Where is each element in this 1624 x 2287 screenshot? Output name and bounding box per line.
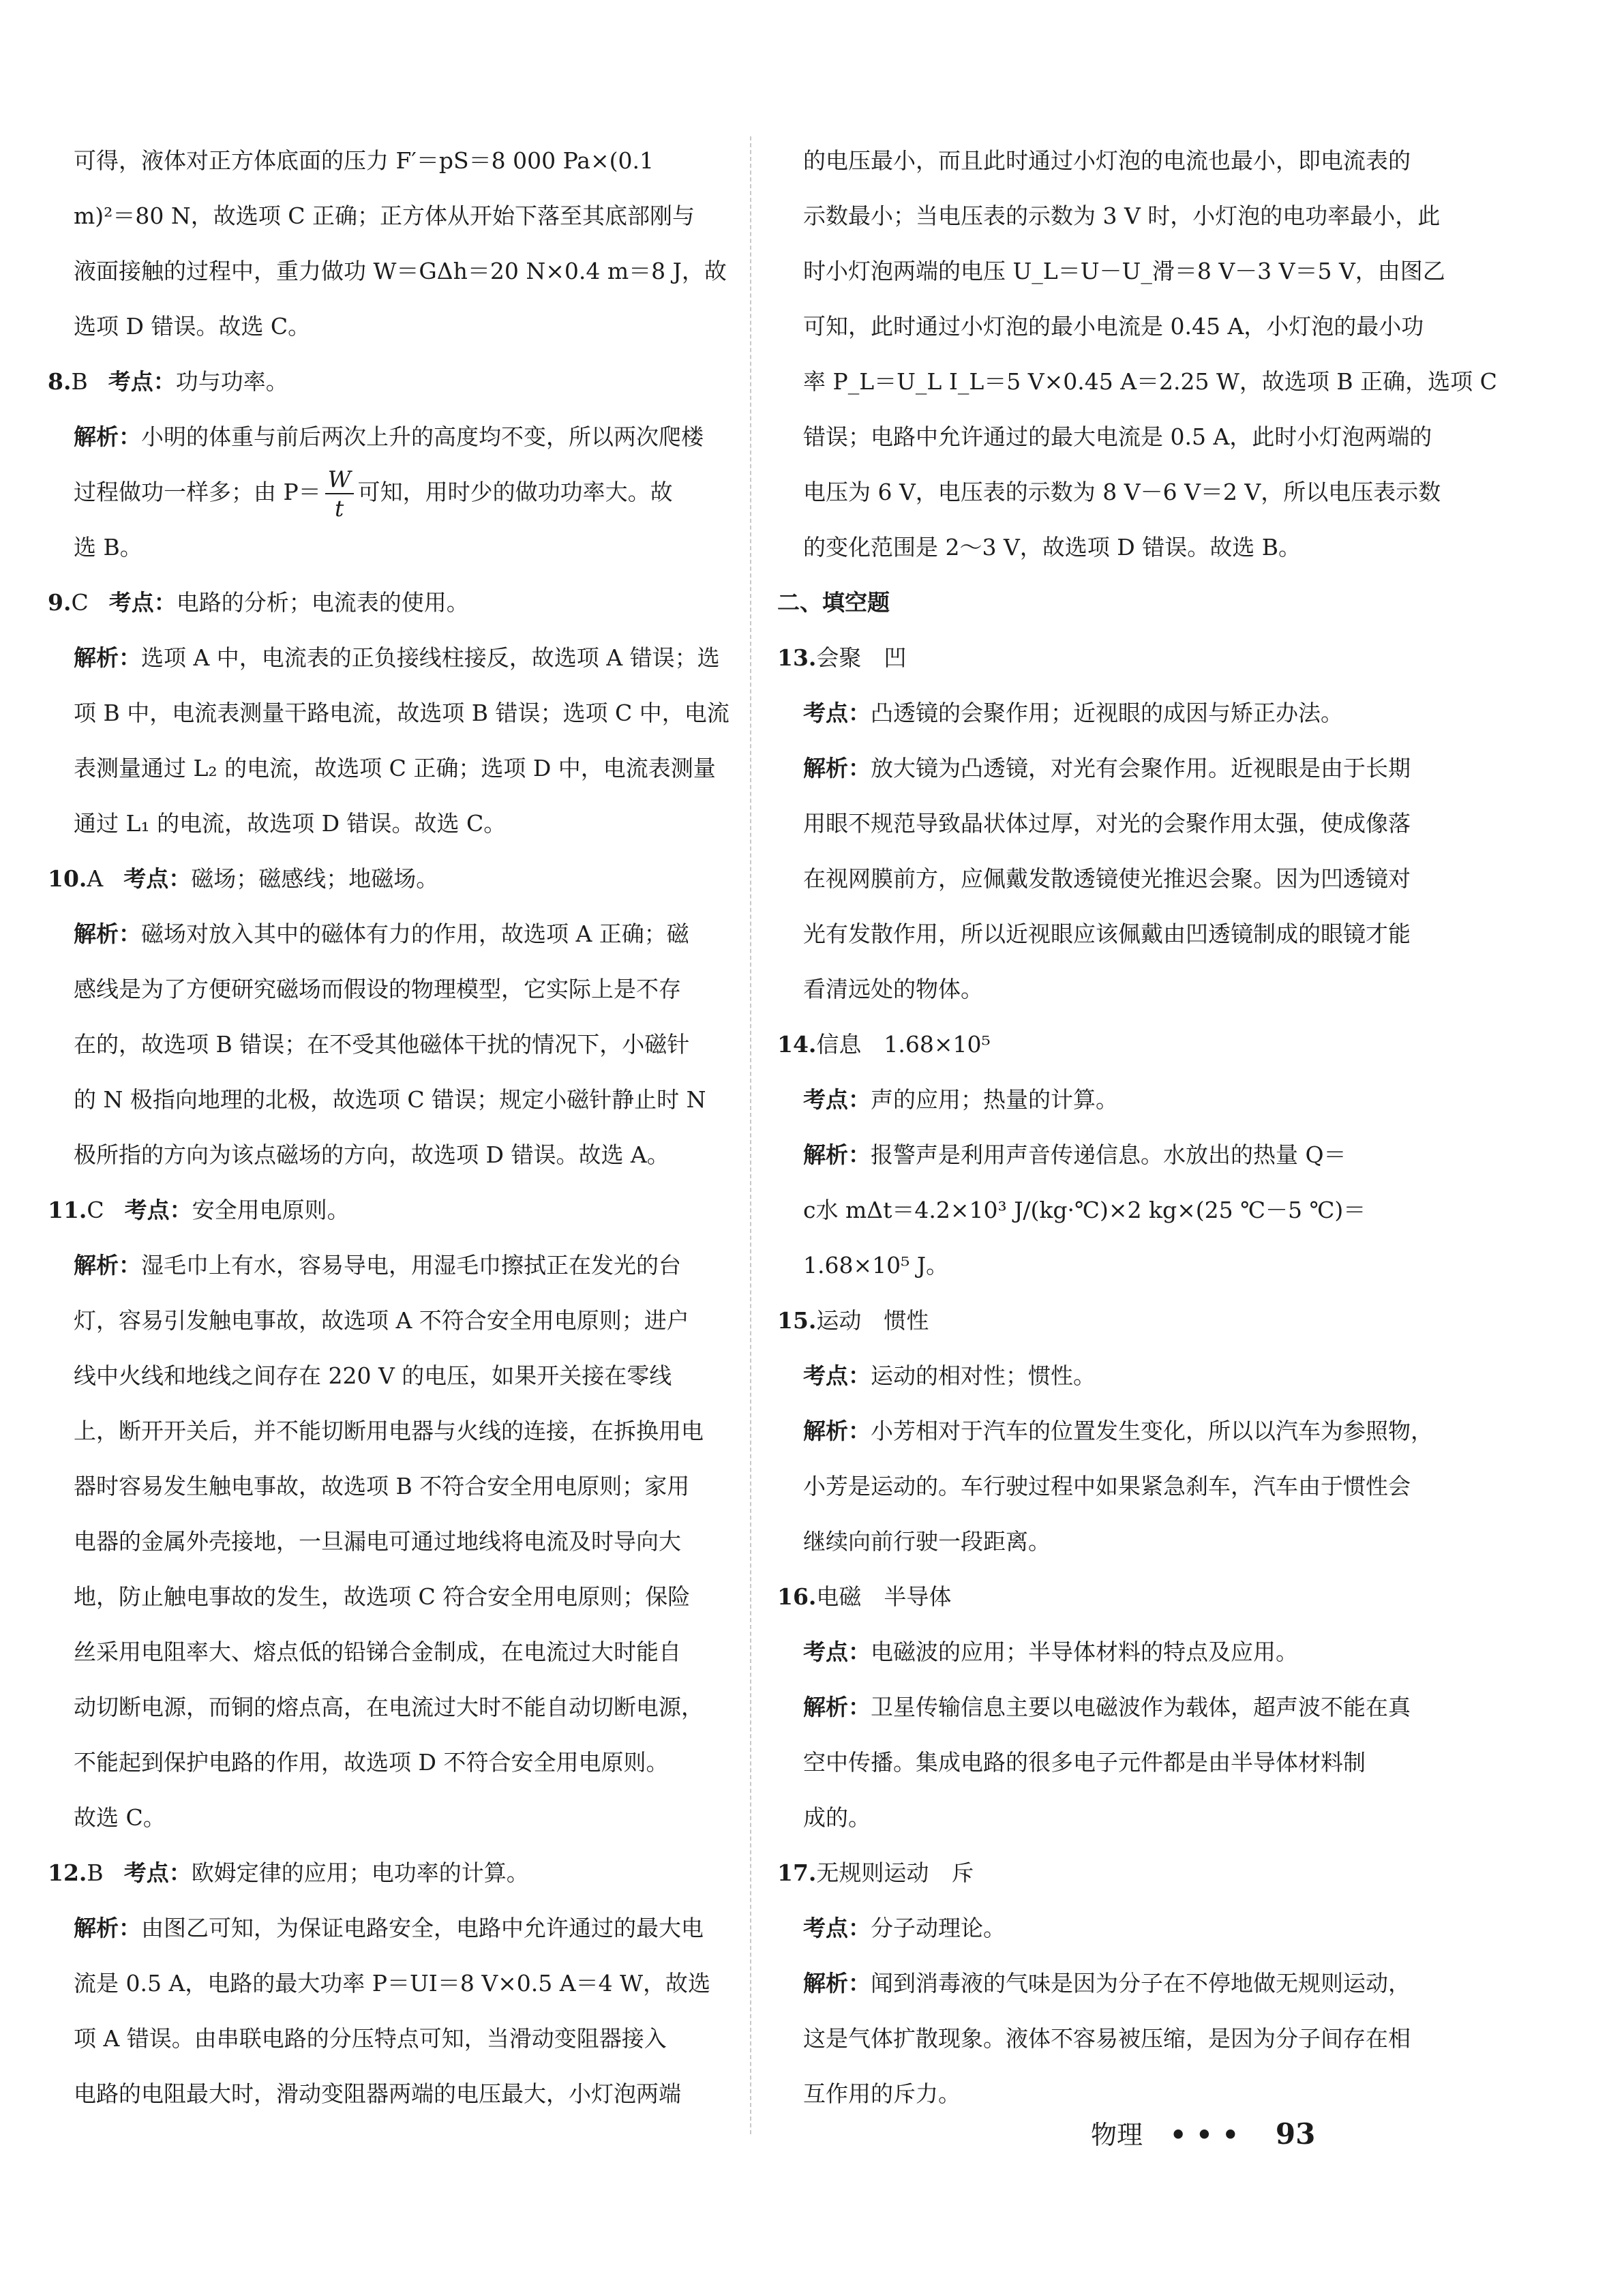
q15-kp-label: 考点： (803, 1362, 871, 1389)
footer-dots: ••• (1170, 2119, 1248, 2150)
q10-header (48, 851, 733, 906)
q11-kp: 安全用电原则。 (192, 1197, 350, 1223)
q13-header (777, 630, 1479, 685)
q17-kp-label: 考点： (803, 1915, 871, 1941)
q12-answer: B (87, 1859, 104, 1886)
column-divider (750, 136, 751, 2134)
q15-an-label: 解析： (803, 1418, 871, 1444)
q11-number: 11. (48, 1197, 87, 1223)
q11-kp-label: 考点： (124, 1197, 192, 1223)
q13-an-label: 解析： (803, 755, 871, 781)
q10-an-line: 感线是为了方便研究磁场而假设的物理模型，它实际上是不存 (74, 976, 681, 1002)
q17-answer: 无规则运动 斥 (816, 1859, 974, 1886)
q9-answer: C (71, 589, 89, 616)
right-column (777, 133, 1497, 2121)
q10-an-line: 极所指的方向为该点磁场的方向，故选项 D 错误。故选 A。 (74, 1141, 670, 1168)
q16-an-line: 卫星传输信息主要以电磁波作为载体，超声波不能在真 (871, 1694, 1411, 1720)
q7-line: 选项 D 错误。故选 C。 (74, 313, 311, 340)
q11-an-line: 地，防止触电事故的发生，故选项 C 符合安全用电原则；保险 (74, 1583, 691, 1610)
q16-header (777, 1569, 1479, 1624)
q8-header (48, 354, 733, 409)
power-fraction (325, 468, 354, 520)
q10-kp: 磁场；磁感线；地磁场。 (191, 865, 439, 892)
q8-number: 8. (48, 368, 72, 395)
q7-line: 液面接触的过程中，重力做功 W＝GΔh＝20 N×0.4 m＝8 J，故 (74, 258, 727, 284)
q12-kp-label: 考点： (123, 1859, 192, 1886)
q12-an-line: 电压为 6 V，电压表的示数为 8 V－6 V＝2 V，所以电压表示数 (803, 479, 1441, 505)
q16-kp-line (777, 1624, 1479, 1679)
page-footer (1091, 2114, 1315, 2151)
q15-an-line: 小芳相对于汽车的位置发生变化，所以以汽车为参照物， (871, 1418, 1433, 1444)
q11-an-line: 湿毛巾上有水，容易导电，用湿毛巾擦拭正在发光的台 (141, 1252, 681, 1279)
q16-an-line: 空中传播。集成电路的很多电子元件都是由半导体材料制 (803, 1749, 1366, 1776)
q14-an-line: c水 mΔt＝4.2×10³ J/(kg·℃)×2 kg×(25 ℃－5 ℃)＝ (803, 1197, 1366, 1223)
q17-kp-line (777, 1900, 1479, 1956)
q10-an-line: 磁场对放入其中的磁体有力的作用，故选项 A 正确；磁 (141, 921, 689, 947)
q7-line: m)²＝80 N，故选项 C 正确；正方体从开始下落至其底部刚与 (74, 203, 695, 229)
q14-kp-line (777, 1072, 1479, 1127)
q12-an-line: 率 P_L＝U_L I_L＝5 V×0.45 A＝2.25 W，故选项 B 正确，选项 C (803, 368, 1497, 395)
q15-an-line: 继续向前行驶一段距离。 (803, 1528, 1051, 1555)
q11-an-line: 电器的金属外壳接地，一旦漏电可通过地线将电流及时导向大 (74, 1528, 681, 1555)
q14-an-label: 解析： (803, 1141, 871, 1168)
q11-an-line: 故选 C。 (74, 1804, 166, 1831)
q15-analysis (777, 1403, 1479, 1459)
q12-an-line: 电路的电阻最大时，滑动变阻器两端的电压最大，小灯泡两端 (74, 2080, 681, 2107)
q14-an-line: 1.68×10⁵ J。 (803, 1252, 949, 1279)
q15-answer: 运动 惯性 (816, 1307, 929, 1334)
q14-analysis (777, 1127, 1479, 1182)
q13-number: 13. (777, 644, 817, 671)
q9-an-line: 选项 A 中，电流表的正负接线柱接反，故选项 A 错误；选 (141, 644, 720, 671)
q8-kp-label: 考点： (108, 368, 176, 395)
q13-an-line: 放大镜为凸透镜，对光有会聚作用。近视眼是由于长期 (871, 755, 1411, 781)
q10-an-line: 的 N 极指向地理的北极，故选项 C 错误；规定小磁针静止时 N (74, 1086, 706, 1113)
q16-kp-label: 考点： (803, 1639, 871, 1665)
q12-an-line: 项 A 错误。由串联电路的分压特点可知，当滑动变阻器接入 (74, 2025, 667, 2052)
footer-subject: 物理 (1091, 2120, 1143, 2150)
q8-an-label: 解析： (74, 423, 141, 450)
section-title: 二、填空题 (777, 589, 890, 616)
q16-number: 16. (777, 1583, 817, 1610)
q8-an-post: 可知，用时少的做功功率大。故 (357, 479, 673, 505)
q12-an-line: 时小灯泡两端的电压 U_L＝U－U_滑＝8 V－3 V＝5 V，由图乙 (803, 258, 1445, 284)
q9-an-line: 项 B 中，电流表测量干路电流，故选项 B 错误；选项 C 中，电流 (74, 700, 730, 726)
q11-an-line: 不能起到保护电路的作用，故选项 D 不符合安全用电原则。 (74, 1749, 669, 1776)
q17-an-line: 闻到消毒液的气味是因为分子在不停地做无规则运动， (871, 1970, 1411, 1997)
q11-an-line: 动切断电源，而铜的熔点高，在电流过大时不能自动切断电源， (74, 1694, 704, 1720)
q12-header (48, 1845, 733, 1900)
q8-analysis-formula (48, 464, 733, 520)
q13-analysis (777, 741, 1479, 796)
q13-kp-label: 考点： (803, 700, 871, 726)
q8-an-pre: 过程做功一样多；由 P＝ (74, 479, 321, 505)
q15-an-line: 小芳是运动的。车行驶过程中如果紧急刹车，汽车由于惯性会 (803, 1473, 1411, 1499)
q15-number: 15. (777, 1307, 817, 1334)
q17-an-line: 互作用的斥力。 (803, 2080, 961, 2107)
q13-an-line: 用眼不规范导致晶状体过厚，对光的会聚作用太强，使成像落 (803, 810, 1411, 837)
q14-an-line: 报警声是利用声音传递信息。水放出的热量 Q＝ (871, 1141, 1347, 1168)
q15-kp-line (777, 1348, 1479, 1403)
q11-an-line: 灯，容易引发触电事故，故选项 A 不符合安全用电原则；进户 (74, 1307, 689, 1334)
q12-kp: 欧姆定律的应用；电功率的计算。 (191, 1859, 529, 1886)
q8-answer: B (71, 368, 88, 395)
fraction-numerator: W (325, 468, 354, 494)
q12-an-line: 错误；电路中允许通过的最大电流是 0.5 A，此时小灯泡两端的 (803, 423, 1432, 450)
q12-number: 12. (48, 1859, 87, 1886)
q8-analysis (48, 409, 733, 464)
q16-analysis (777, 1679, 1479, 1735)
q7-line: 可得，液体对正方体底面的压力 F′＝pS＝8 000 Pa×(0.1 (74, 147, 654, 174)
q9-an-line: 表测量通过 L₂ 的电流，故选项 C 正确；选项 D 中，电流表测量 (74, 755, 716, 781)
q12-analysis (48, 1900, 733, 1956)
q14-number: 14. (777, 1031, 817, 1058)
q10-an-label: 解析： (74, 921, 141, 947)
q10-an-line: 在的，故选项 B 错误；在不受其他磁体干扰的情况下，小磁针 (74, 1031, 690, 1058)
q12-an-label: 解析： (74, 1915, 141, 1941)
page-number: 93 (1275, 2117, 1316, 2151)
q9-kp: 电路的分析；电流表的使用。 (176, 589, 469, 616)
q17-header (777, 1845, 1479, 1900)
q13-kp: 凸透镜的会聚作用；近视眼的成因与矫正办法。 (871, 700, 1343, 726)
left-column (48, 133, 733, 2121)
q13-an-line: 光有发散作用，所以近视眼应该佩戴由凹透镜制成的眼镜才能 (803, 921, 1411, 947)
q12-an-line: 的电压最小，而且此时通过小灯泡的电流也最小，即电流表的 (803, 147, 1411, 174)
q15-header (777, 1293, 1479, 1348)
q11-an-line: 丝采用电阻率大、熔点低的铅锑合金制成，在电流过大时能自 (74, 1639, 681, 1665)
q11-an-label: 解析： (74, 1252, 141, 1279)
q9-kp-label: 考点： (108, 589, 177, 616)
q8-kp: 功与功率。 (175, 368, 288, 395)
q14-answer: 信息 1.68×10⁵ (816, 1031, 991, 1058)
q8-an-line: 小明的体重与前后两次上升的高度均不变，所以两次爬楼 (141, 423, 704, 450)
q17-kp: 分子动理论。 (871, 1915, 1006, 1941)
q11-analysis (48, 1238, 733, 1293)
q9-header (48, 575, 733, 630)
q16-kp: 电磁波的应用；半导体材料的特点及应用。 (871, 1639, 1298, 1665)
q9-number: 9. (48, 589, 72, 616)
q17-an-label: 解析： (803, 1970, 871, 1997)
q17-an-line: 这是气体扩散现象。液体不容易被压缩，是因为分子间存在相 (803, 2025, 1411, 2052)
q16-answer: 电磁 半导体 (816, 1583, 952, 1610)
q11-an-line: 上，断开开关后，并不能切断用电器与火线的连接，在拆换用电 (74, 1418, 704, 1444)
q13-an-line: 看清远处的物体。 (803, 976, 983, 1002)
q9-an-label: 解析： (74, 644, 141, 671)
q8-an-line: 选 B。 (74, 534, 142, 560)
q17-number: 17. (777, 1859, 817, 1886)
q10-kp-label: 考点： (123, 865, 192, 892)
fraction-denominator: t (335, 495, 344, 522)
q13-answer: 会聚 凹 (816, 644, 907, 671)
q9-an-line: 通过 L₁ 的电流，故选项 D 错误。故选 C。 (74, 810, 507, 837)
q11-header (48, 1182, 733, 1238)
q12-an-line: 的变化范围是 2～3 V，故选项 D 错误。故选 B。 (803, 534, 1301, 560)
q14-kp: 声的应用；热量的计算。 (871, 1086, 1118, 1113)
q14-kp-label: 考点： (803, 1086, 871, 1113)
q13-kp-line (777, 685, 1479, 741)
q9-analysis (48, 630, 733, 685)
q11-an-line: 器时容易发生触电事故，故选项 B 不符合安全用电原则；家用 (74, 1473, 690, 1499)
q11-an-line: 线中火线和地线之间存在 220 V 的电压，如果开关接在零线 (74, 1362, 672, 1389)
q12-an-line: 可知，此时通过小灯泡的最小电流是 0.45 A，小灯泡的最小功 (803, 313, 1424, 340)
q10-answer: A (87, 865, 104, 892)
q12-an-line: 由图乙可知，为保证电路安全，电路中允许通过的最大电 (141, 1915, 704, 1941)
q15-kp: 运动的相对性；惯性。 (871, 1362, 1096, 1389)
q14-header (777, 1017, 1479, 1072)
q16-an-label: 解析： (803, 1694, 871, 1720)
q13-an-line: 在视网膜前方，应佩戴发散透镜使光推迟会聚。因为凹透镜对 (803, 865, 1411, 892)
q16-an-line: 成的。 (803, 1804, 871, 1831)
q12-an-line: 流是 0.5 A，电路的最大功率 P＝UI＝8 V×0.5 A＝4 W，故选 (74, 1970, 711, 1997)
q17-analysis (777, 1956, 1479, 2011)
q12-an-line: 示数最小；当电压表的示数为 3 V 时，小灯泡的电功率最小，此 (803, 203, 1441, 229)
q10-analysis (48, 906, 733, 961)
q10-number: 10. (48, 865, 87, 892)
q11-answer: C (87, 1197, 104, 1223)
